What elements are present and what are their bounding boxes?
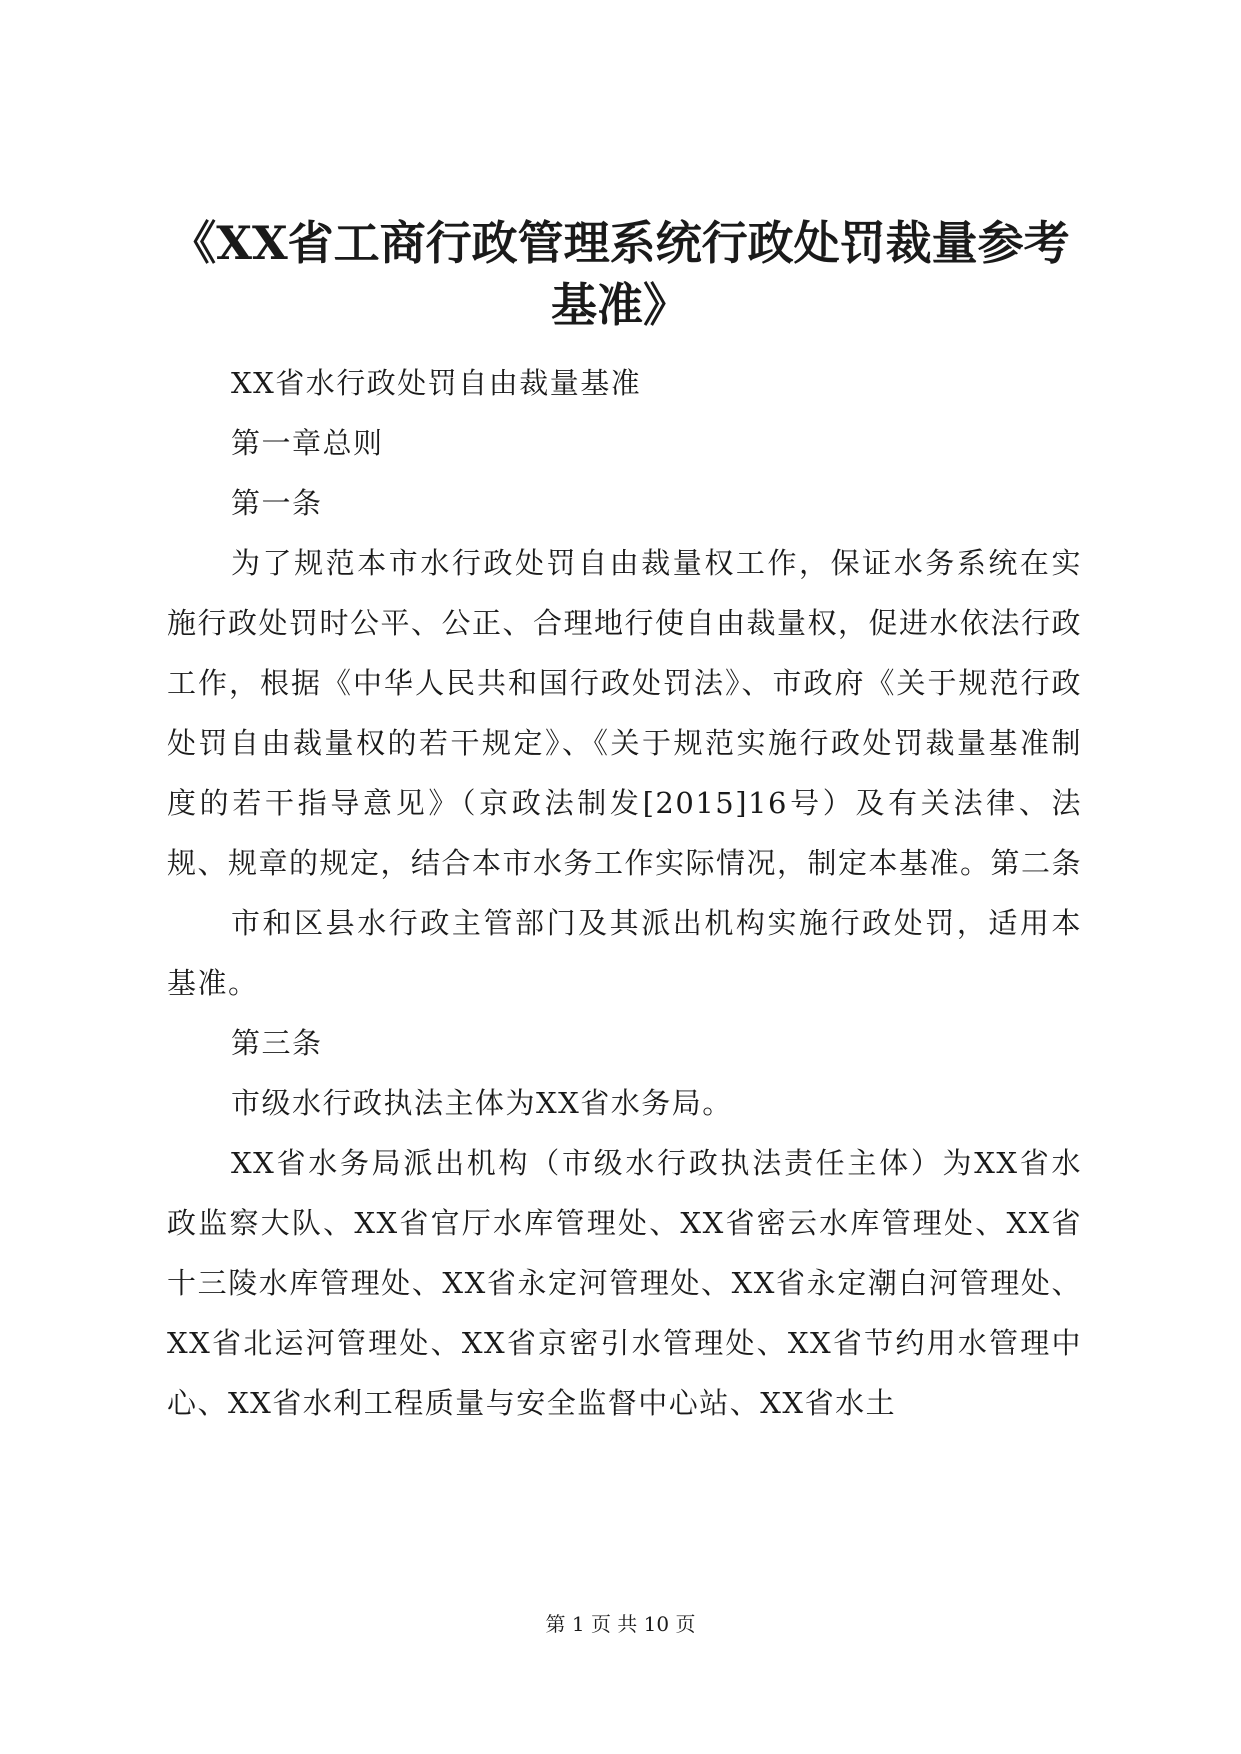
paragraph-chapter: 第一章总则 bbox=[231, 426, 384, 460]
paragraph-article-3: 第三条 bbox=[231, 1026, 323, 1060]
title-line-2: 基准》 bbox=[551, 278, 689, 332]
title-line-1: 《XX省工商行政管理系统行政处罚裁量参考 bbox=[170, 216, 1070, 270]
paragraph-article-1: 第一条 bbox=[231, 486, 323, 520]
paragraph-agencies: XX省水务局派出机构（市级水行政执法责任主体）为XX省水政监察大队、XX省官厅水库管理处、XX省密云水库管理处、XX省十三陵水库管理处、XX省永定河管理处、XX省永定潮白河管理处、XX省北运河管理处、XX省京密引水管理处、XX省节约用水管理中心、XX省水利工程质量与安全监督中心站、XX省水土 bbox=[167, 1146, 1082, 1420]
document-body bbox=[167, 353, 1082, 1433]
paragraph-enforcement-body: 市级水行政执法主体为XX省水务局。 bbox=[231, 1086, 733, 1120]
paragraph-purpose: 为了规范本市水行政处罚自由裁量权工作，保证水务系统在实施行政处罚时公平、公正、合理地行使自由裁量权，促进水依法行政工作，根据《中华人民共和国行政处罚法》、市政府《关于规范行政处罚自由裁量权的若干规定》、《关于规范实施行政处罚裁量基准制度的若干指导意见》（京政法制发[2015]16号）及有关法律、法规、规章的规定，结合本市水务工作实际情况，制定本基准。第二条 bbox=[167, 546, 1083, 880]
page-footer: 第 1 页 共 10 页 bbox=[545, 1612, 696, 1636]
document-title bbox=[150, 212, 1090, 336]
paragraph-scope: 市和区县水行政主管部门及其派出机构实施行政处罚，适用本基准。 bbox=[167, 906, 1082, 1000]
paragraph-heading: XX省水行政处罚自由裁量基准 bbox=[231, 366, 642, 400]
